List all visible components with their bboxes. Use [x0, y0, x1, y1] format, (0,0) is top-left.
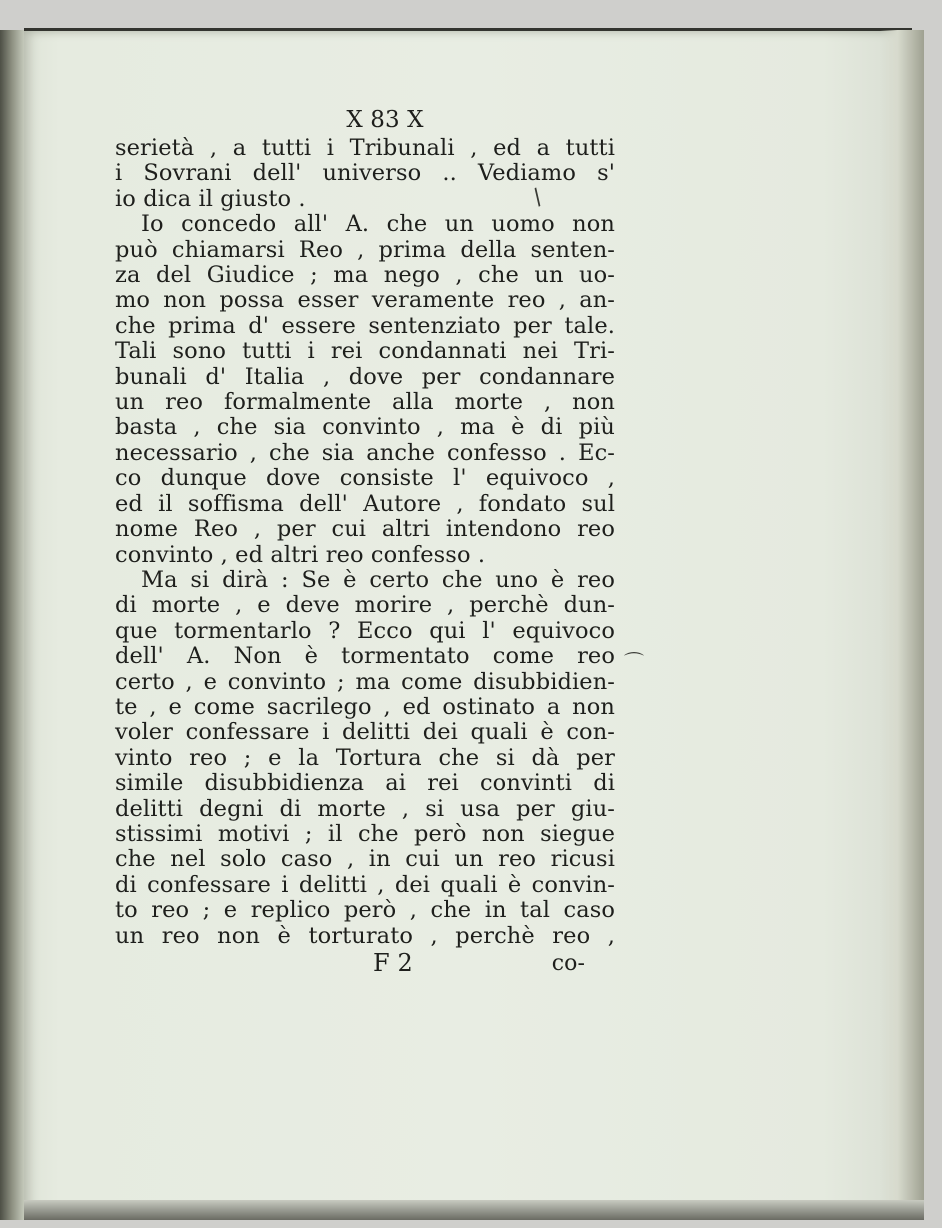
text-line: certo , e convinto ; ma come disubbidien- — [115, 668, 615, 695]
text-line: un reo non è torturato , perchè reo , — [115, 922, 615, 949]
text-line: simile disubbidienza ai rei convinti di — [115, 770, 615, 797]
text-line: i Sovrani dell' universo .. Vediamo s' — [115, 160, 615, 187]
text-line: za del Giudice ; ma nego , che un uo- — [115, 262, 615, 289]
text-line: dell' A. Non è tormentato come reo — [115, 643, 615, 670]
catchword: co- — [551, 951, 585, 976]
text-line: bunali d' Italia , dove per condannare — [115, 363, 615, 390]
text-line: necessario , che sia anche confesso . Ec- — [115, 439, 615, 466]
text-line: basta , che sia convinto , ma è di più — [115, 414, 615, 441]
text-line: Tali sono tutti i rei condannati nei Tri- — [115, 338, 615, 365]
text-line: to reo ; e replico però , che in tal caso — [115, 897, 615, 924]
page-bottom-edge — [24, 1200, 924, 1220]
page-footer — [115, 951, 615, 981]
text-line: Io concedo all' A. che un uomo non — [141, 211, 615, 238]
text-line: te , e come sacrilego , ed ostinato a non — [115, 693, 615, 720]
text-line: serietà , a tutti i Tribunali , ed a tutti — [115, 135, 615, 161]
text-line: di confessare i delitti , dei quali è convin- — [115, 871, 615, 898]
ink-stroke-icon: / — [528, 184, 548, 211]
signature-mark: F 2 — [373, 949, 413, 977]
text-line: che nel solo caso , in cui un reo ricusi — [115, 846, 615, 873]
text-line: che prima d' essere sentenziato per tale. — [115, 312, 615, 339]
text-line: co dunque dove consiste l' equivoco , — [115, 465, 615, 492]
text-line: può chiamarsi Reo , prima della senten- — [115, 236, 615, 263]
text-line: ed il soffisma dell' Autore , fondato sul — [115, 490, 615, 517]
text-line: un reo formalmente alla morte , non — [115, 389, 615, 416]
margin-mark-icon: ⌒ — [624, 650, 644, 674]
binding-shadow — [0, 30, 26, 1220]
text-line: io dica il giusto . — [115, 185, 306, 212]
text-line: di morte , e deve morire , perchè dun- — [115, 592, 615, 619]
text-line: voler confessare i delitti dei quali è con- — [115, 719, 615, 746]
text-line: nome Reo , per cui altri intendono reo — [115, 516, 615, 543]
text-line: mo non possa esser veramente reo , an- — [115, 287, 615, 314]
text-line: vinto reo ; e la Tortura che si dà per — [115, 744, 615, 771]
text-line: Ma si dirà : Se è certo che uno è reo — [141, 566, 615, 593]
page-text-block — [115, 104, 615, 981]
text-line: convinto , ed altri reo confesso . — [115, 541, 486, 568]
page-header: X 83 X — [346, 107, 424, 133]
text-line: stissimi motivi ; il che però non siegue — [115, 820, 615, 847]
page-edge-wear — [880, 30, 924, 1210]
text-line: delitti degni di morte , si usa per giu- — [115, 795, 615, 822]
text-line: que tormentarlo ? Ecco qui l' equivoco — [115, 617, 615, 644]
